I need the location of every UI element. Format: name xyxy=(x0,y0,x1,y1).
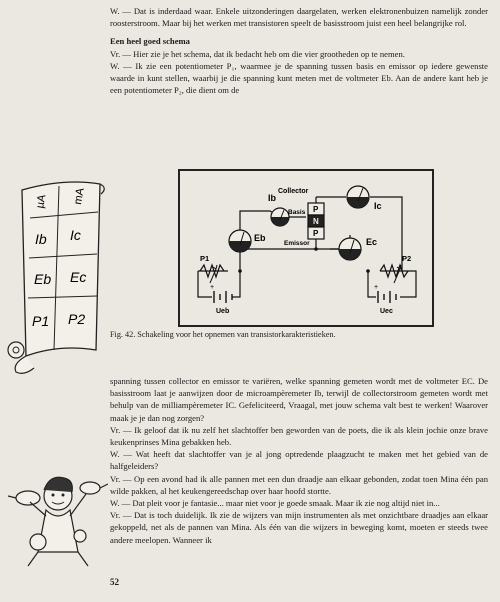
ic-meter-icon xyxy=(347,186,369,208)
ueb-battery-icon xyxy=(214,291,232,303)
ib-label: Ib xyxy=(268,193,276,203)
paragraph: spanning tussen collector en emissor te variëren, welke spanning gemeten wordt met de voltmeter EC. De basisstroom laat je aanwijzen door de microampèremeter Ib, terwijl de collectorstroom gemeten wordt met behulp van de milliampèremeter IC. Gefeliciteerd, Vraagal, met jouw schema valt best te werken! Waarover maak je je dan nog zorgen? xyxy=(110,376,488,423)
basis-label: Basis xyxy=(288,209,306,216)
ib-meter-icon xyxy=(271,208,289,226)
paragraph: W. — Dat is inderdaad waar. Enkele uitzonderingen daargelaten, werken elektronenbuizen namelijk zonder roosterstroom. Maar bij het werken met transistoren speelt de basisstroom juist een heel belangrijke rol. xyxy=(110,6,488,29)
circuit-diagram-frame xyxy=(178,169,434,327)
ueb-label: Ueb xyxy=(216,308,230,315)
transistor-label: P xyxy=(313,205,319,214)
ec-label: Ec xyxy=(366,237,378,247)
scroll-cell: Ec xyxy=(70,269,87,285)
p2-label: P2 xyxy=(402,254,412,263)
eb-label: Eb xyxy=(254,233,266,243)
scroll-cell: Ib xyxy=(35,231,47,247)
scroll-cell: Eb xyxy=(34,271,52,287)
paragraph: W. — Ik zie een potentiometer P₁, waarmee je de spanning tussen basis en emissor op iedere gewenste waarde in kunt stellen, waarbij je die spanning kunt meten met de voltmeter Eb. Aan de andere kant heb je een potentiometer P₂, die dient om de xyxy=(110,60,488,96)
p1-label: P1 xyxy=(200,254,210,263)
ec-meter-icon xyxy=(339,238,361,260)
scroll-cell: Ic xyxy=(70,227,81,243)
figure-caption: Fig. 42. Schakeling voor het opnemen van transistorkarakteristieken. xyxy=(110,330,336,339)
eb-meter-icon xyxy=(229,230,251,252)
uec-label: Uec xyxy=(380,308,393,315)
paragraph: W. — Dat pleit voor je fantasie... maar niet voor je goede smaak. Maar ik zie nog altijd niet in... xyxy=(110,498,440,509)
circuit-diagram xyxy=(180,171,432,325)
scroll-cell: P1 xyxy=(32,313,50,329)
bottom-text-block xyxy=(110,375,488,546)
plus-sign: + xyxy=(210,284,215,291)
paragraph: Vr. — Op een avond had ik alle pannen met een dun draadje aan elkaar gebonden, zodat toen Mina één pan wilde pakken, al het keukengereedschap over haar hoofd stortte. xyxy=(110,473,488,496)
collector-label: Collector xyxy=(278,188,309,195)
transistor-label: N xyxy=(313,217,319,226)
page-number: 52 xyxy=(110,577,119,587)
uec-battery-icon xyxy=(378,291,396,303)
paragraph: W. — Wat heeft dat slachtoffer van je al jong optredende plaagzucht te maken met het gebied van de halfgeleiders? xyxy=(110,449,488,472)
transistor-label: P xyxy=(313,229,319,238)
top-text-block xyxy=(110,5,488,96)
cook-illustration xyxy=(8,462,108,574)
scroll-illustration xyxy=(4,178,108,378)
section-heading: Een heel goed schema xyxy=(110,36,190,47)
paragraph: Vr. — Ik geloof dat ik nu zelf het slachtoffer ben geworden van de poets, die ik als klein jochie onze brave keukenprinses Mina gebakken heb. xyxy=(110,424,488,448)
scroll-cell: mA xyxy=(72,187,87,206)
plus-sign: + xyxy=(374,284,379,291)
scroll-cell: P2 xyxy=(68,311,86,327)
emissor-label: Emissor xyxy=(284,240,310,247)
ic-label: Ic xyxy=(374,201,382,211)
paragraph: Vr. — Hier zie je het schema, dat ik bedacht heb om die vier grootheden op te nemen. xyxy=(110,48,405,59)
scroll-cell: µA xyxy=(34,193,49,210)
paragraph: Vr. — Dat is toch duidelijk. Ik zie de wijzers van mijn instrumenten als met onzichtbare draadjes aan elkaar gekoppeld, net als de pannen van Mina. Als één van die wijzers in beweging komt, moeten er steeds twee andere meelopen. Wanneer ik xyxy=(110,510,488,545)
